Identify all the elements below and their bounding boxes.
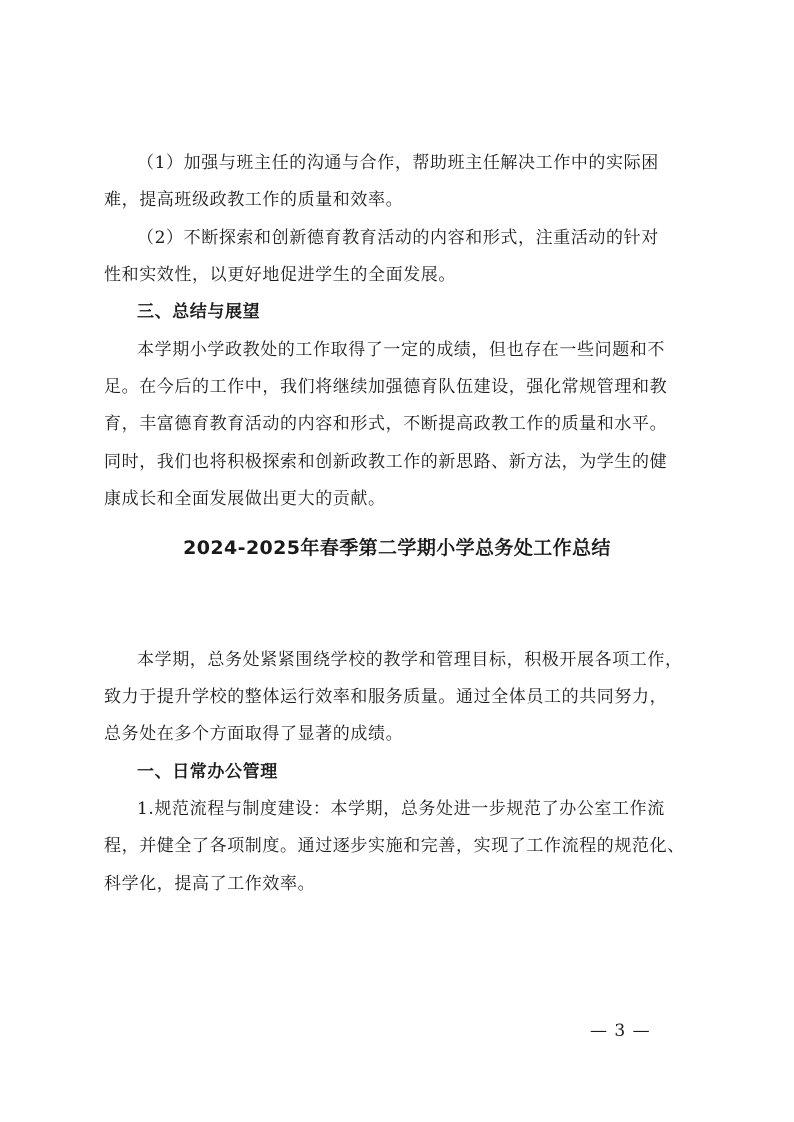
summary-line5: 康成长和全面发展做出更大的贡献。 (104, 489, 386, 509)
intro-line3: 总务处在多个方面取得了显著的成绩。 (104, 724, 404, 744)
summary-line1: 本学期小学政教处的工作取得了一定的成绩，但也存在一些问题和不 (137, 340, 665, 360)
item2-line2: 性和实效性，以更好地促进学生的全面发展。 (104, 265, 456, 285)
section-one-heading: 一、日常办公管理 (137, 762, 278, 782)
intro-line2: 致力于提升学校的整体运行效率和服务质量。通过全体员工的共同努力， (104, 687, 668, 707)
summary-line3: 育，丰富德育教育活动的内容和形式，不断提高政教工作的质量和水平。 (104, 414, 668, 434)
item1-line1: （1）加强与班主任的沟通与合作，帮助班主任解决工作中的实际困 (137, 153, 659, 173)
item2-line1: （2）不断探索和创新德育教育活动的内容和形式，注重活动的针对 (137, 228, 659, 248)
intro-line1: 本学期，总务处紧紧围绕学校的教学和管理目标，积极开展各项工作， (137, 650, 683, 670)
summary-line4: 同时，我们也将积极探索和创新政教工作的新思路、新方法，为学生的健 (104, 452, 668, 472)
p1-line2: 程，并健全了各项制度。通过逐步实施和完善，实现了工作流程的规范化、 (104, 836, 685, 856)
p1-line1: 1.规范流程与制度建设：本学期，总务处进一步规范了办公室工作流 (137, 799, 665, 819)
p1-line3: 科学化，提高了工作效率。 (104, 874, 316, 894)
document-title: 2024-2025年春季第二学期小学总务处工作总结 (183, 537, 611, 559)
page-number: — 3 — (590, 1021, 651, 1041)
summary-line2: 足。在今后的工作中，我们将继续加强德育队伍建设，强化常规管理和教 (104, 377, 668, 397)
item1-line2: 难，提高班级政教工作的质量和效率。 (104, 190, 404, 210)
section-three-heading: 三、总结与展望 (137, 302, 261, 322)
